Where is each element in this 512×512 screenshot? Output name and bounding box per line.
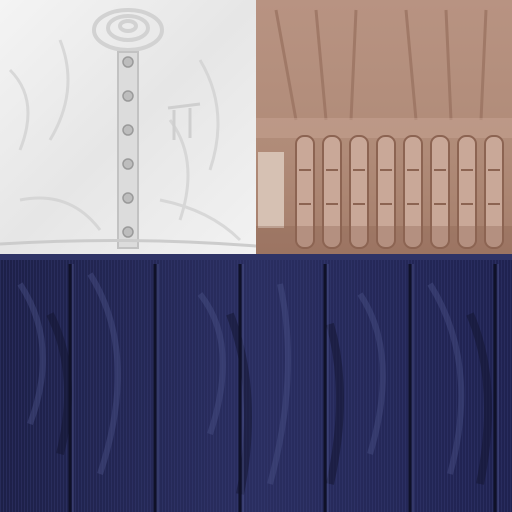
shirt-texture-canvas <box>0 0 256 254</box>
shirt-texture <box>0 0 256 254</box>
pants-texture-canvas <box>0 254 512 512</box>
shirt-button <box>123 227 133 237</box>
shirt-button <box>123 159 133 169</box>
shirt-button <box>123 193 133 203</box>
hands-knuckles <box>256 118 512 138</box>
shirt-button <box>123 91 133 101</box>
shirt-button <box>123 57 133 67</box>
hands-shadow <box>256 226 512 254</box>
shirt-placket <box>118 52 138 248</box>
hands-texture-canvas <box>256 0 512 254</box>
pants-waistband <box>0 254 512 260</box>
shirt-button <box>123 125 133 135</box>
hands-wrist <box>258 152 284 228</box>
hands-texture <box>256 0 512 254</box>
pants-texture <box>0 254 512 512</box>
